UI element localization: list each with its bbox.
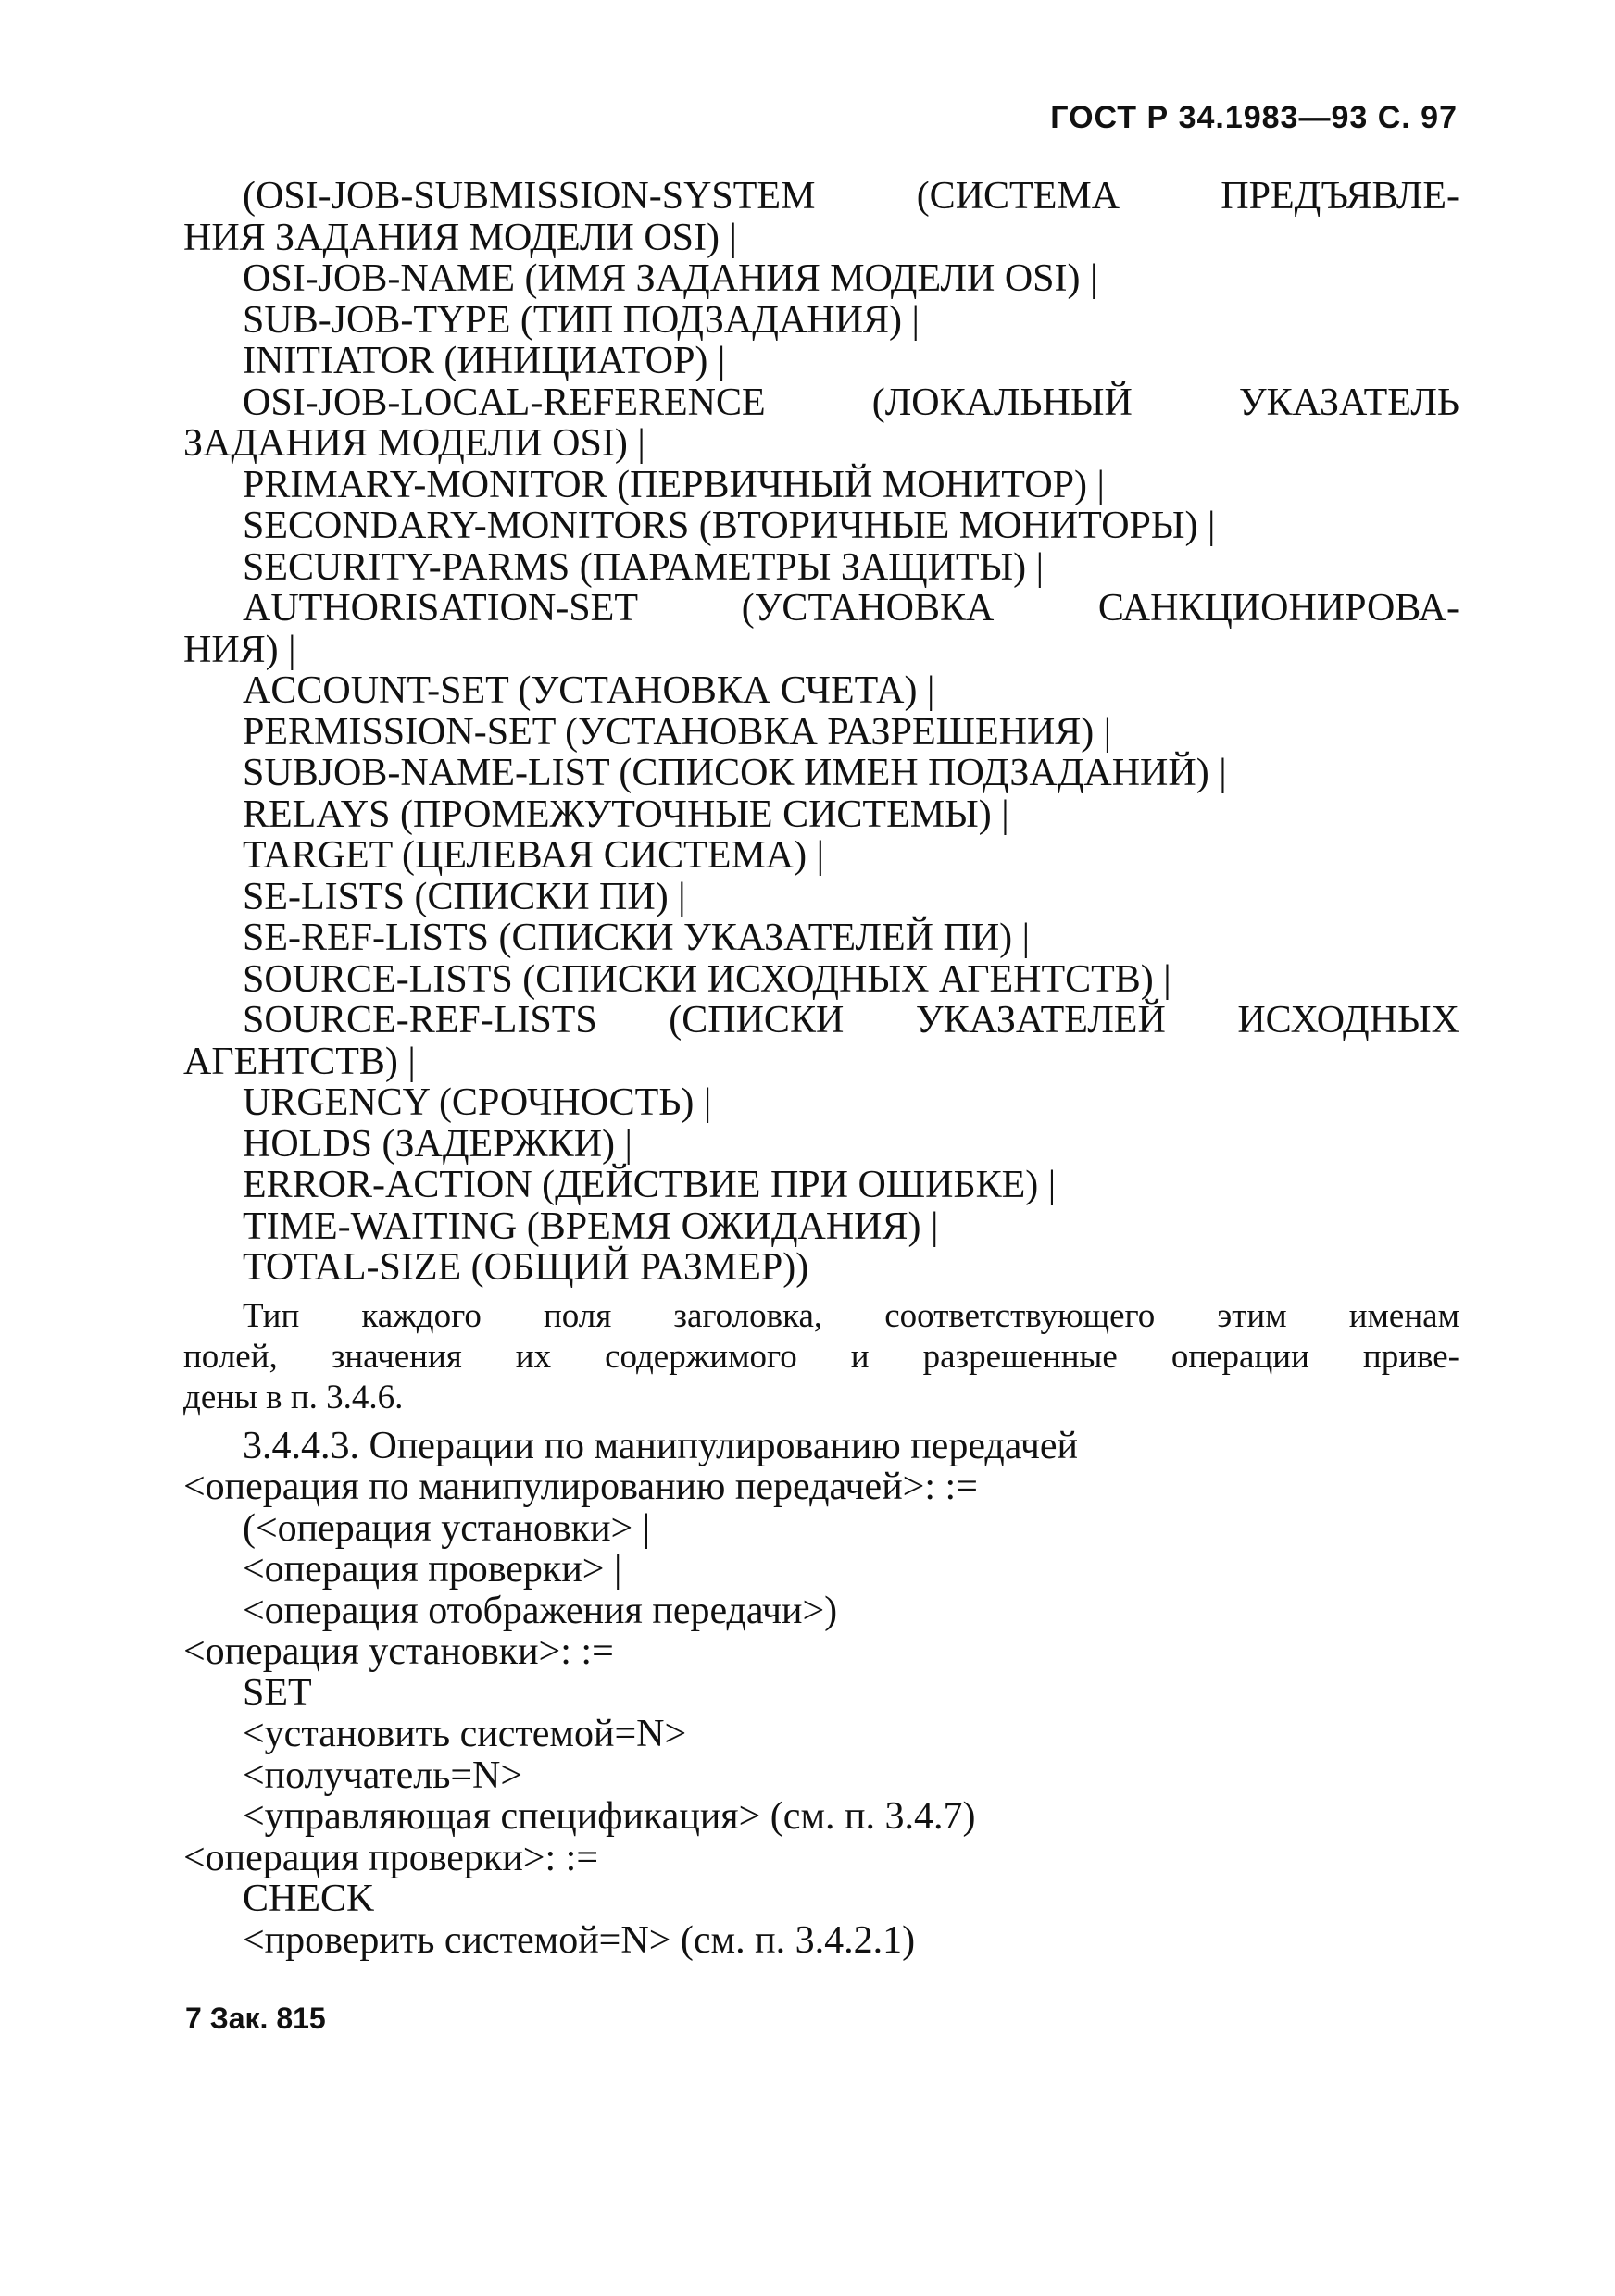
text-line: НИЯ ЗАДАНИЯ МОДЕЛИ OSI) | [183,216,737,259]
paragraph-line: дены в п. 3.4.6. [183,1378,404,1416]
text-line: SUBJOB-NAME-LIST (СПИСОК ИМЕН ПОДЗАДАНИЙ) | [243,752,1227,794]
text-line: PERMISSION-SET (УСТАНОВКА РАЗРЕШЕНИЯ) | [243,710,1112,754]
text-line: (OSI-JOB-SUBMISSION-SYSTEM (СИСТЕМА ПРЕДЪЯВЛЕ- [243,175,1459,218]
text-line: НИЯ) | [183,628,296,671]
text-line: RELAYS (ПРОМЕЖУТОЧНЫЕ СИСТЕМЫ) | [243,792,1009,836]
text-line: TOTAL-SIZE (ОБЩИЙ РАЗМЕР)) [243,1246,809,1289]
text-line: ERROR-ACTION (ДЕЙСТВИЕ ПРИ ОШИБКЕ) | [243,1164,1057,1206]
text-line: SOURCE-LISTS (СПИСКИ ИСХОДНЫХ АГЕНТСТВ) | [243,957,1171,1001]
text-line: SECONDARY-MONITORS (ВТОРИЧНЫЕ МОНИТОРЫ) | [243,505,1216,547]
text-line: SOURCE-REF-LISTS (СПИСКИ УКАЗАТЕЛЕЙ ИСХОДНЫХ [243,999,1459,1042]
page-body [183,176,1459,1961]
running-header: ГОСТ Р 34.1983—93 С. 97 [1050,100,1458,135]
grammar-line: <проверить системой=N> (см. п. 3.4.2.1) [243,1918,916,1962]
grammar-line: <управляющая спецификация> (см. п. 3.4.7) [243,1795,976,1838]
text-line: TARGET (ЦЕЛЕВАЯ СИСТЕМА) | [243,834,825,877]
text-line: TIME-WAITING (ВРЕМЯ ОЖИДАНИЯ) | [243,1204,939,1248]
text-line: OSI-JOB-NAME (ИМЯ ЗАДАНИЯ МОДЕЛИ OSI) | [243,257,1098,300]
text-line: SECURITY-PARMS (ПАРАМЕТРЫ ЗАЩИТЫ) | [243,545,1045,589]
paragraph-line: полей, значения их содержимого и разрешенные операции приве- [183,1337,1459,1376]
paragraph-line: Тип каждого поля заголовка, соответствующего этим именам [243,1296,1459,1335]
text-line: INITIATOR (ИНИЦИАТОР) | [243,340,726,382]
text-line: ЗАДАНИЯ МОДЕЛИ OSI) | [183,422,645,465]
text-line: OSI-JOB-LOCAL-REFERENCE (ЛОКАЛЬНЫЙ УКАЗАТЕЛЬ [243,381,1459,424]
text-line: PRIMARY-MONITOR (ПЕРВИЧНЫЙ МОНИТОР) | [243,463,1105,506]
text-line: АГЕНТСТВ) | [183,1040,416,1083]
grammar-line: SET [243,1671,312,1715]
text-line: URGENCY (СРОЧНОСТЬ) | [243,1081,712,1124]
grammar-line: CHECK [243,1878,375,1920]
text-line: SUB-JOB-TYPE (ТИП ПОДЗАДАНИЯ) | [243,298,920,342]
description-paragraph [183,1296,1459,1418]
text-line: SE-REF-LISTS (СПИСКИ УКАЗАТЕЛЕЙ ПИ) | [243,917,1031,959]
text-line: SE-LISTS (СПИСКИ ПИ) | [243,875,686,918]
grammar-line: <операция проверки> | [243,1548,622,1591]
grammar-definitions [183,1426,1459,1962]
grammar-line: <операция установки>: := [183,1630,614,1673]
footer-note: 7 Зак. 815 [185,2002,326,2035]
grammar-line: (<операция установки> | [243,1506,651,1550]
text-line: HOLDS (ЗАДЕРЖКИ) | [243,1122,632,1166]
grammar-line: <операция отображения передачи>) [243,1589,838,1632]
grammar-line: <операция по манипулированию передачей>: := [183,1466,978,1508]
grammar-line: <операция проверки>: := [183,1836,599,1879]
text-line: AUTHORISATION-SET (УСТАНОВКА САНКЦИОНИРОВА- [243,587,1459,630]
grammar-line: <получатель=N> [243,1753,523,1797]
field-name-list [183,176,1459,1289]
text-line: ACCOUNT-SET (УСТАНОВКА СЧЕТА) | [243,669,935,712]
grammar-line: 3.4.4.3. Операции по манипулированию передачей [243,1424,1078,1467]
grammar-line: <установить системой=N> [243,1713,687,1755]
